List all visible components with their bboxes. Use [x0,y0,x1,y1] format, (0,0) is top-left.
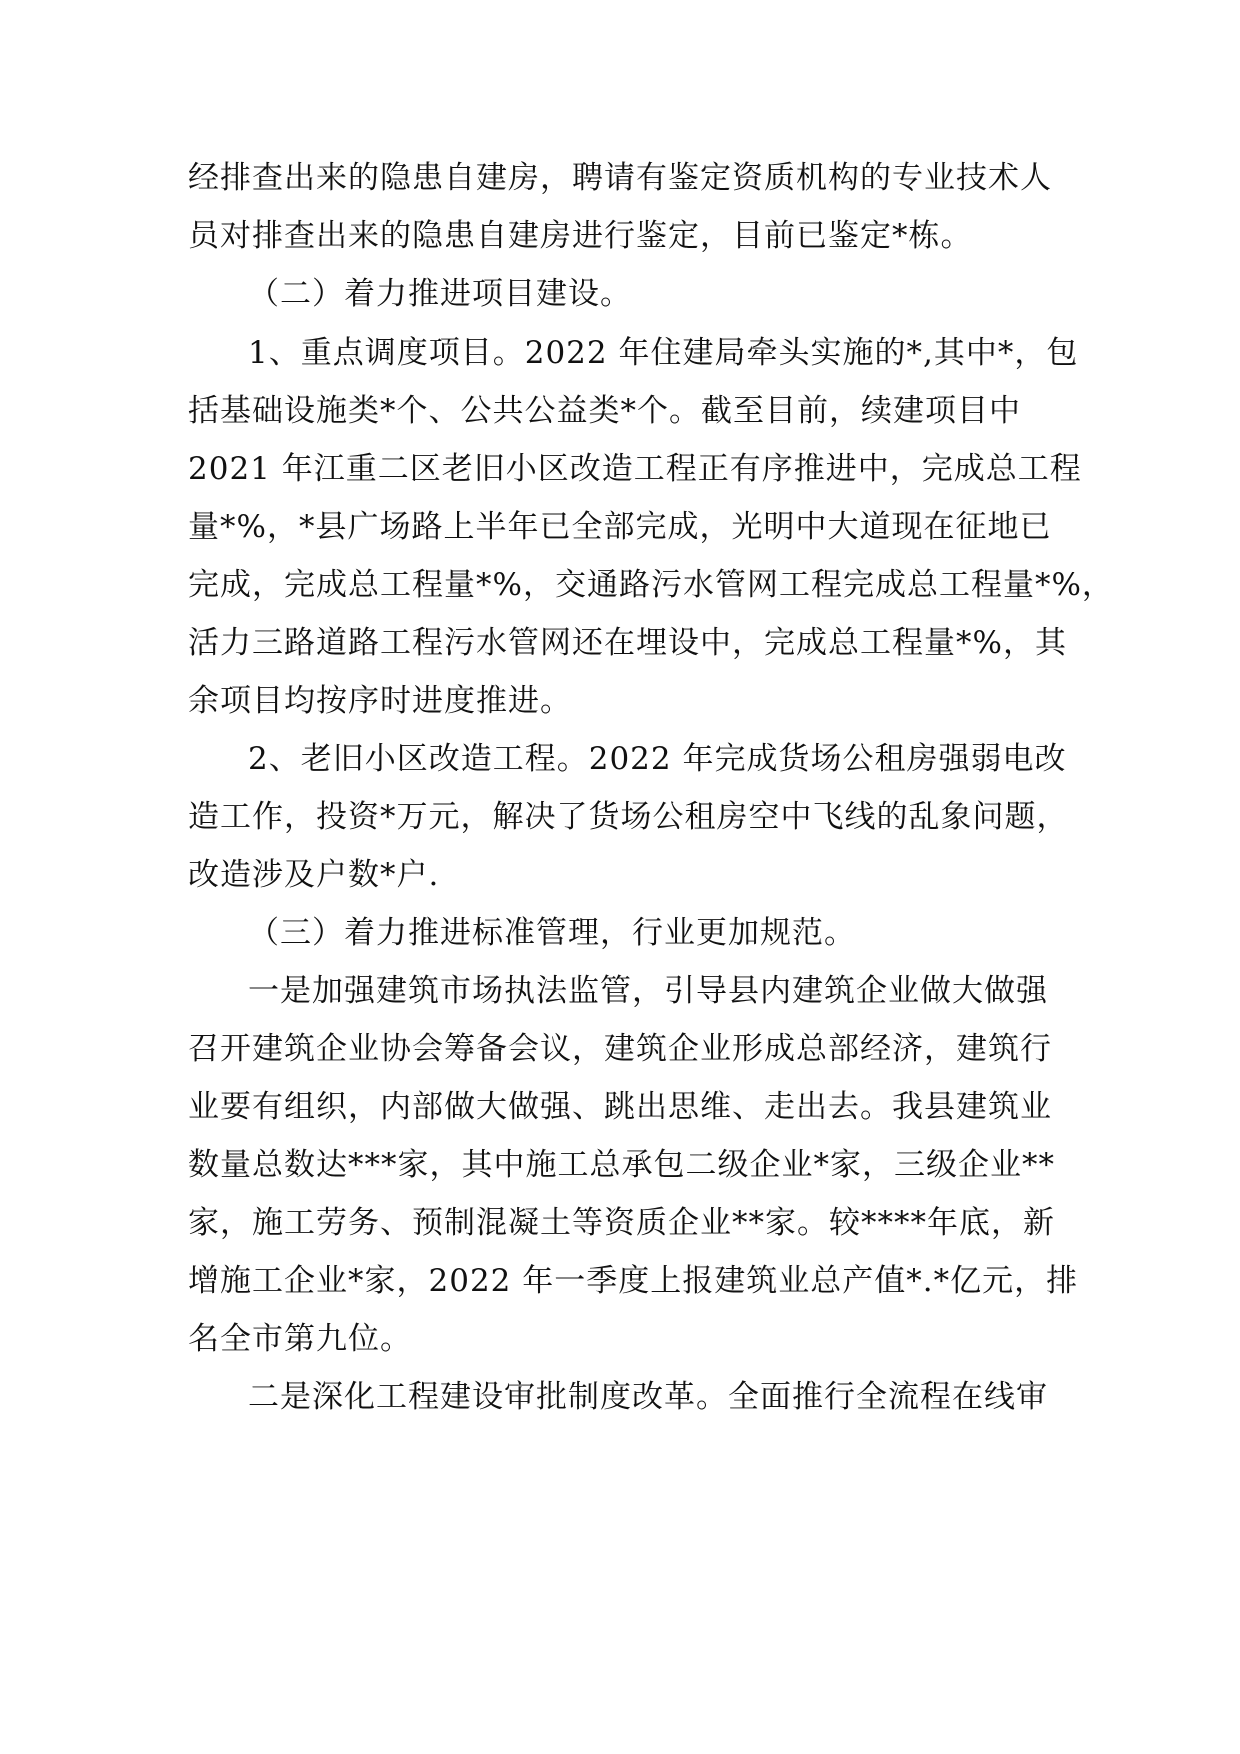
body-text-line: 业要有组织，内部做大做强、跳出思维、走出去。我县建筑业 [188,1089,1052,1125]
body-text-line: 改造涉及户数*户. [188,857,440,893]
paragraph-start-line: 1、重点调度项目。2022 年住建局牵头实施的*,其中*，包 [248,335,1079,371]
paragraph-start-line: 2、老旧小区改造工程。2022 年完成货场公租房强弱电改 [248,741,1067,777]
body-text-line: 员对排查出来的隐患自建房进行鉴定，目前已鉴定*栋。 [188,218,973,254]
body-text-line: 名全市第九位。 [188,1321,412,1357]
body-text-line: 召开建筑企业协会筹备会议，建筑企业形成总部经济，建筑行 [188,1031,1052,1067]
section-heading: （二）着力推进项目建设。 [248,276,632,312]
body-text-line: 余项目均按序时进度推进。 [188,683,572,719]
body-text-line: 量*%，*县广场路上半年已全部完成，光明中大道现在征地已 [188,509,1052,545]
body-text-line: 完成，完成总工程量*%，交通路污水管网工程完成总工程量*%， [188,567,1114,603]
body-text-line: 造工作，投资*万元，解决了货场公租房空中飞线的乱象问题， [188,799,1069,835]
body-text-line: 经排查出来的隐患自建房，聘请有鉴定资质机构的专业技术人 [188,160,1052,196]
body-text-line: 增施工企业*家，2022 年一季度上报建筑业总产值*.*亿元，排 [188,1263,1079,1299]
body-text-line: 数量总数达***家，其中施工总承包二级企业*家，三级企业** [188,1147,1055,1183]
body-text-line: 活力三路道路工程污水管网还在埋设中，完成总工程量*%，其 [188,625,1067,661]
section-heading: （三）着力推进标准管理，行业更加规范。 [248,915,856,951]
body-text-line: 括基础设施类*个、公共公益类*个。截至目前，续建项目中 [188,393,1021,429]
body-text-line: 家，施工劳务、预制混凝土等资质企业**家。较****年底，新 [188,1205,1055,1241]
paragraph-start-line: 一是加强建筑市场执法监管，引导县内建筑企业做大做强 [248,973,1048,1009]
body-text-line: 2021 年江重二区老旧小区改造工程正有序推进中，完成总工程 [188,451,1082,487]
paragraph-start-line: 二是深化工程建设审批制度改革。全面推行全流程在线审 [248,1379,1048,1415]
